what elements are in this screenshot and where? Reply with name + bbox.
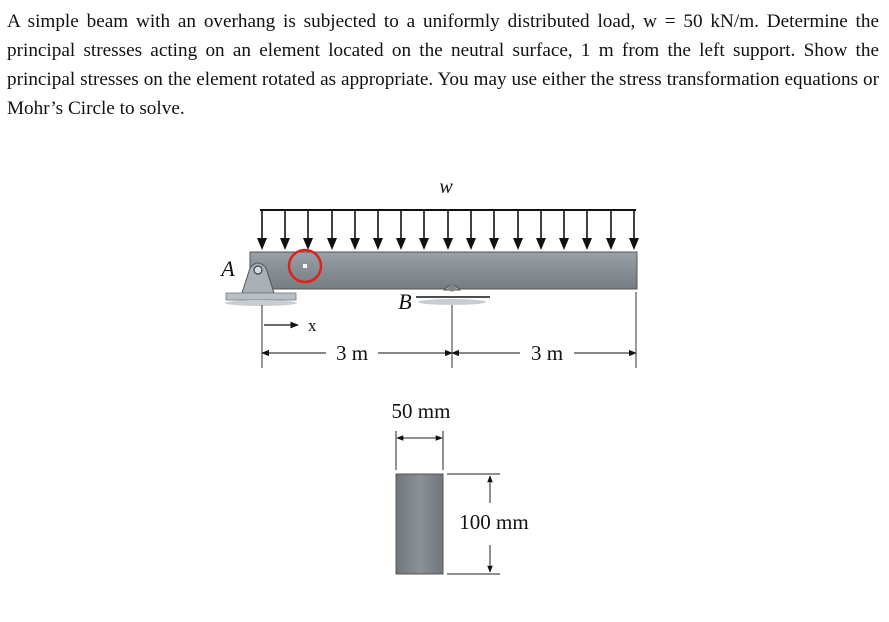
- load-label: w: [439, 176, 453, 198]
- distributed-load: [257, 210, 639, 250]
- span-2-label: 3 m: [530, 341, 564, 365]
- width-dimension: [396, 431, 443, 470]
- element-dot: [303, 264, 307, 268]
- span-1-dimension: [262, 341, 452, 365]
- span-2-dimension: [452, 341, 636, 365]
- width-label: 50 mm: [391, 399, 451, 423]
- cross-section: [396, 474, 443, 574]
- x-axis-label: x: [308, 316, 317, 335]
- support-b-label: B: [398, 289, 412, 314]
- span-1-label: 3 m: [335, 341, 369, 365]
- beam: [250, 252, 637, 289]
- height-label: 100 mm: [459, 510, 529, 534]
- problem-statement: A simple beam with an overhang is subjected to a uniformly distributed load, w = 50 kN/m. Determine the principal stresses acting on an element located on the neutral surface, 1 m from the left support. Show the principal stresses on the element rotated as appropriate. You may use either the stress transformation equations or Mohr’s Circle to solve.: [7, 11, 879, 119]
- load-arrows: [257, 211, 639, 250]
- support-a-label: A: [221, 256, 235, 281]
